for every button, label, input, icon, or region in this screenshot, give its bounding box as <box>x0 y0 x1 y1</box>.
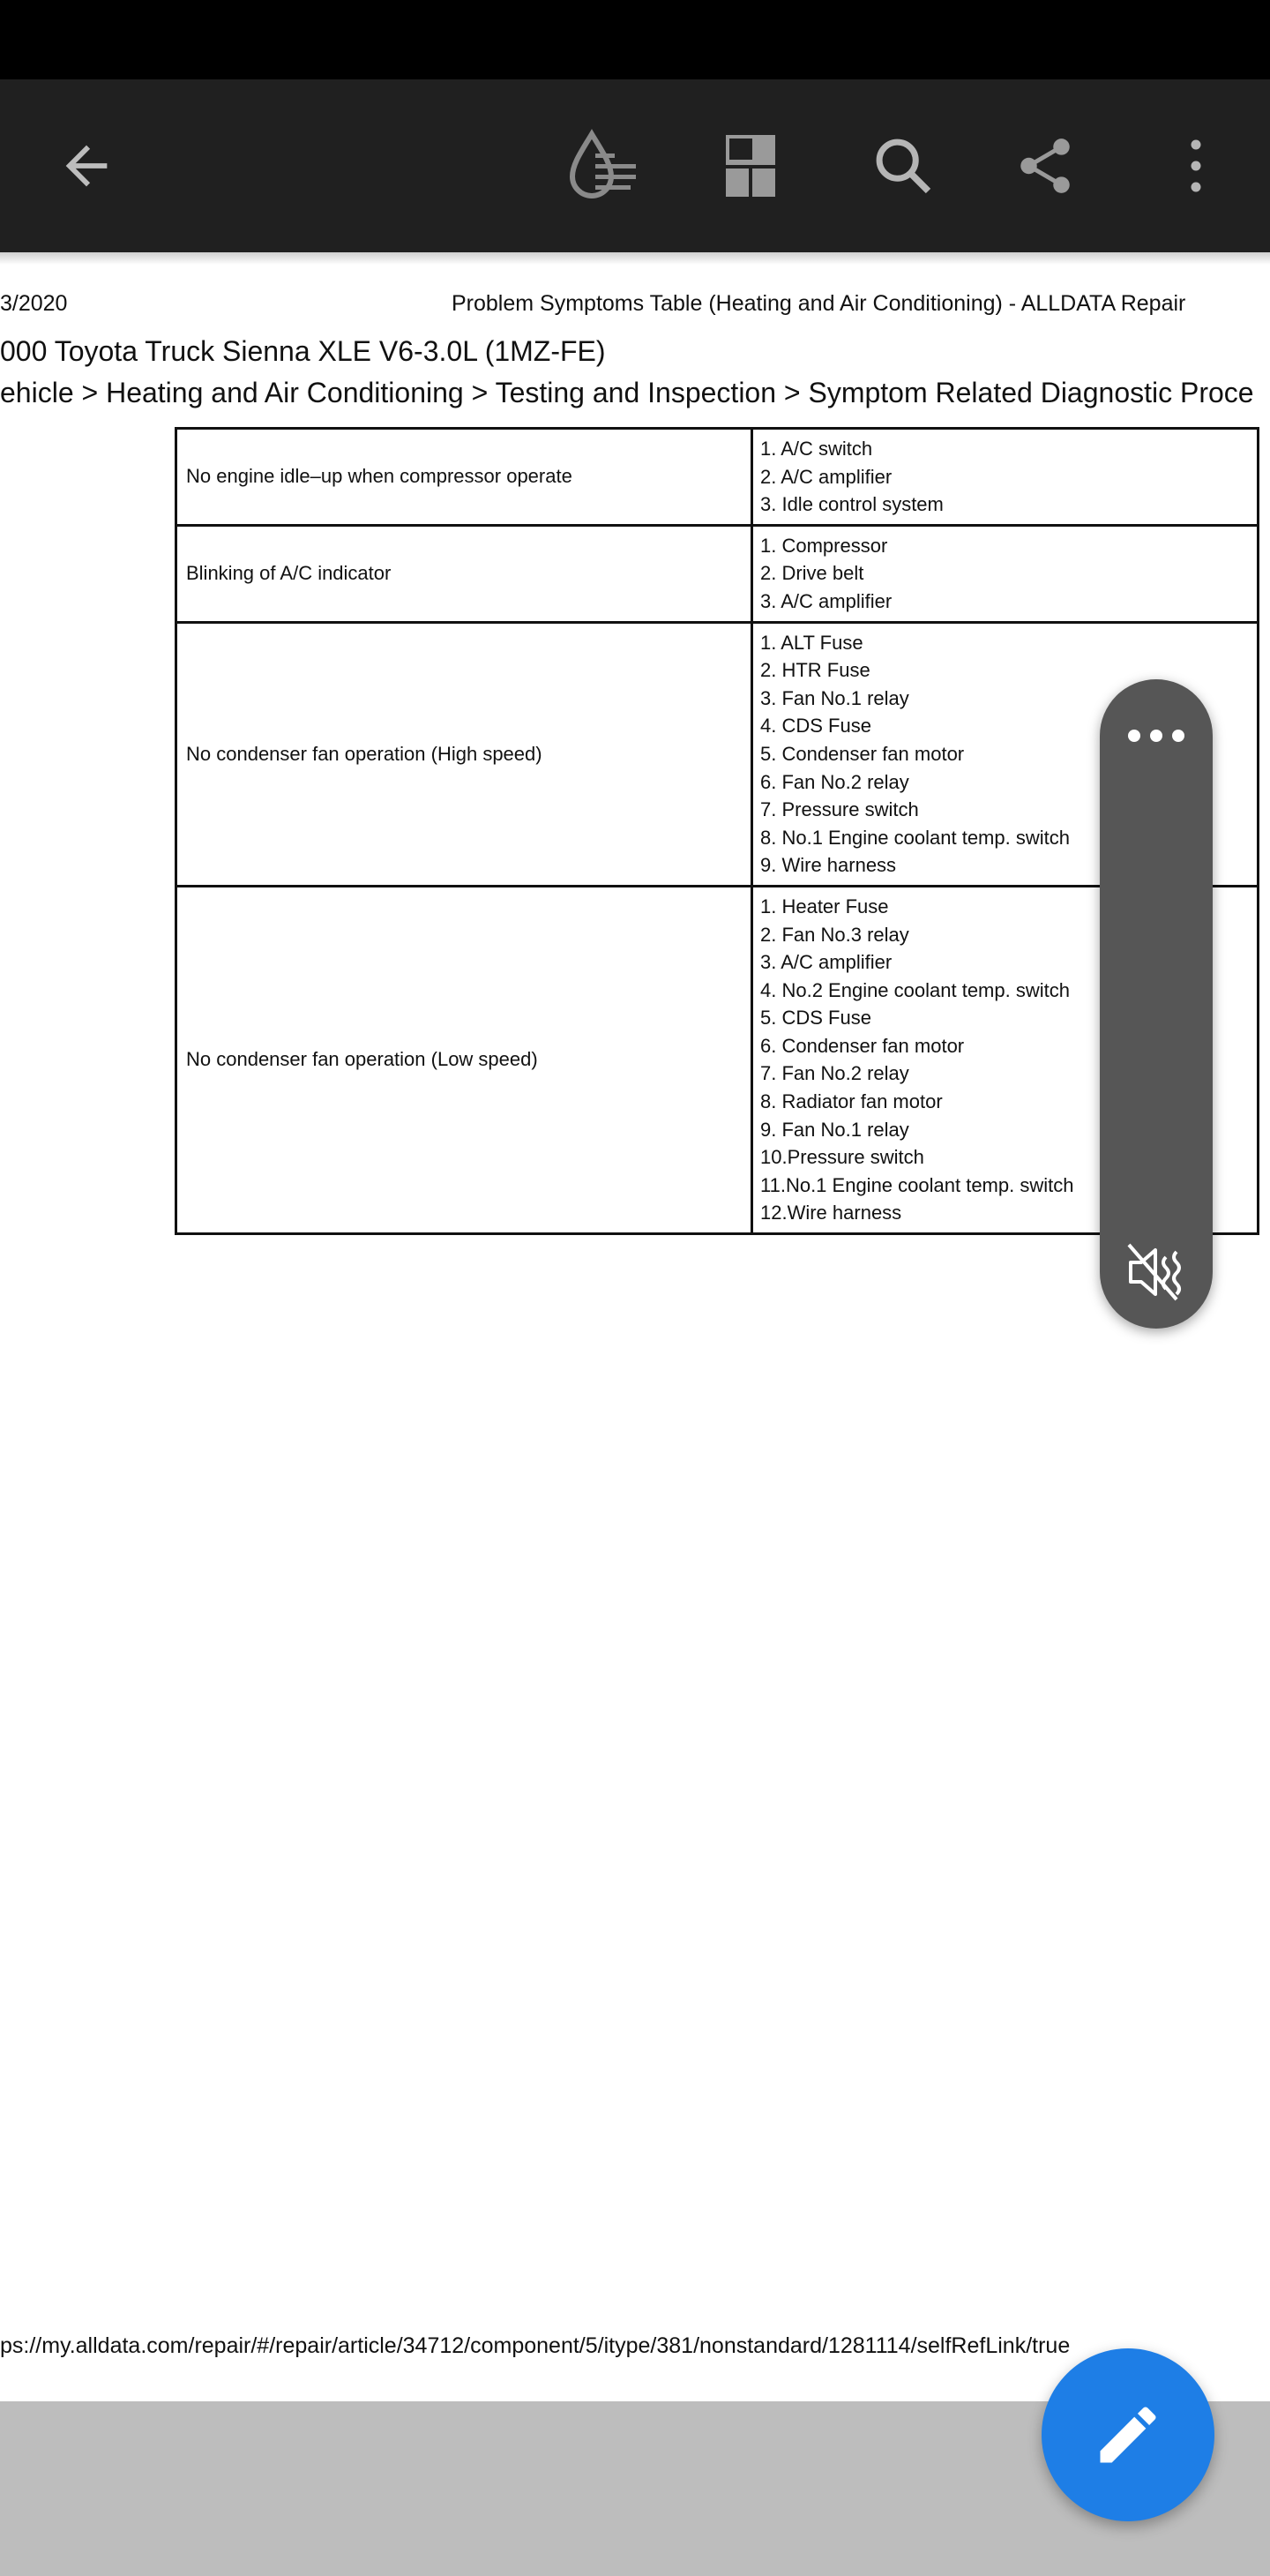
table-row <box>176 622 1259 886</box>
list-item: 8. Radiator fan motor <box>760 1090 943 1113</box>
symptom-cell: No condenser fan operation (High speed) <box>176 622 752 886</box>
edit-fab[interactable] <box>1042 2348 1214 2521</box>
page-url: ps://my.alldata.com/repair/#/repair/article/34712/component/5/itype/381/nonstandard/1281114/selfRefLink/true <box>0 2333 1071 2358</box>
list-item: 7. Fan No.2 relay <box>760 1062 909 1085</box>
table-row <box>176 886 1259 1233</box>
floating-mute-button[interactable] <box>1100 1216 1213 1329</box>
problem-symptoms-table <box>175 427 1259 1235</box>
list-item: 10.Pressure switch <box>760 1146 924 1169</box>
list-item: 12.Wire harness <box>760 1202 902 1224</box>
list-item: 1. ALT Fuse <box>760 631 863 654</box>
reading-mode-button[interactable] <box>552 79 658 252</box>
back-button[interactable] <box>34 79 139 252</box>
header-title: Problem Symptoms Table (Heating and Air Conditioning) - ALLDATA Repair <box>452 291 1186 316</box>
list-item: 11.No.1 Engine coolant temp. switch <box>760 1173 1074 1196</box>
reading-mode-icon <box>565 129 645 203</box>
list-item: 1. A/C switch <box>760 438 873 460</box>
list-item: 5. CDS Fuse <box>760 1007 871 1030</box>
list-item: 6. Condenser fan motor <box>760 1034 965 1057</box>
more-horiz-icon <box>1125 727 1187 745</box>
search-button[interactable] <box>850 79 956 252</box>
share-icon <box>1012 133 1078 198</box>
breadcrumb: ehicle > Heating and Air Conditioning > Testing and Inspection > Symptom Related Diagnostic Proce <box>0 377 1254 408</box>
search-icon <box>870 132 937 199</box>
list-item: 3. Idle control system <box>760 493 944 516</box>
floating-controls <box>1100 679 1213 1329</box>
symptom-cell: Blinking of A/C indicator <box>176 525 752 622</box>
list-item: 3. Fan No.1 relay <box>760 686 909 709</box>
vehicle-title: 000 Toyota Truck Sienna XLE V6-3.0L (1MZ-FE) <box>0 335 606 367</box>
symptom-cell: No engine idle–up when compressor operate <box>176 429 752 526</box>
list-item: 9. Wire harness <box>760 854 897 877</box>
list-item: 2. A/C amplifier <box>760 465 893 488</box>
list-item: 3. A/C amplifier <box>760 589 893 612</box>
list-item: 2. HTR Fuse <box>760 659 870 682</box>
suspect-parts-list <box>760 435 1257 519</box>
table-row <box>176 429 1259 526</box>
header-date: 3/2020 <box>0 291 68 316</box>
top-toolbar <box>0 79 1270 252</box>
mute-icon <box>1125 1241 1187 1303</box>
list-item: 1. Compressor <box>760 534 888 557</box>
page-layout-icon <box>724 133 777 198</box>
suspect-parts-cell <box>752 429 1259 526</box>
table-row <box>176 525 1259 622</box>
list-item: 5. Condenser fan motor <box>760 742 965 765</box>
edit-pencil-icon <box>1091 2398 1165 2472</box>
more-options-button[interactable] <box>1143 79 1249 252</box>
list-item: 7. Pressure switch <box>760 798 919 821</box>
toolbar-shadow <box>0 252 1270 265</box>
list-item: 4. No.2 Engine coolant temp. switch <box>760 978 1070 1001</box>
suspect-parts-cell <box>752 525 1259 622</box>
page-layout-button[interactable] <box>698 79 803 252</box>
share-button[interactable] <box>992 79 1098 252</box>
suspect-parts-list <box>760 532 1257 616</box>
status-bar <box>0 0 1270 79</box>
symptom-cell: No condenser fan operation (Low speed) <box>176 886 752 1233</box>
list-item: 2. Drive belt <box>760 562 864 585</box>
list-item: 8. No.1 Engine coolant temp. switch <box>760 826 1070 849</box>
floating-more-button[interactable] <box>1100 679 1213 792</box>
list-item: 2. Fan No.3 relay <box>760 923 909 946</box>
document-page[interactable] <box>0 265 1270 2401</box>
more-vert-icon <box>1187 138 1205 194</box>
list-item: 6. Fan No.2 relay <box>760 770 909 793</box>
back-arrow-icon <box>56 135 117 197</box>
list-item: 9. Fan No.1 relay <box>760 1118 909 1141</box>
list-item: 1. Heater Fuse <box>760 895 889 917</box>
list-item: 4. CDS Fuse <box>760 715 871 738</box>
list-item: 3. A/C amplifier <box>760 951 893 974</box>
